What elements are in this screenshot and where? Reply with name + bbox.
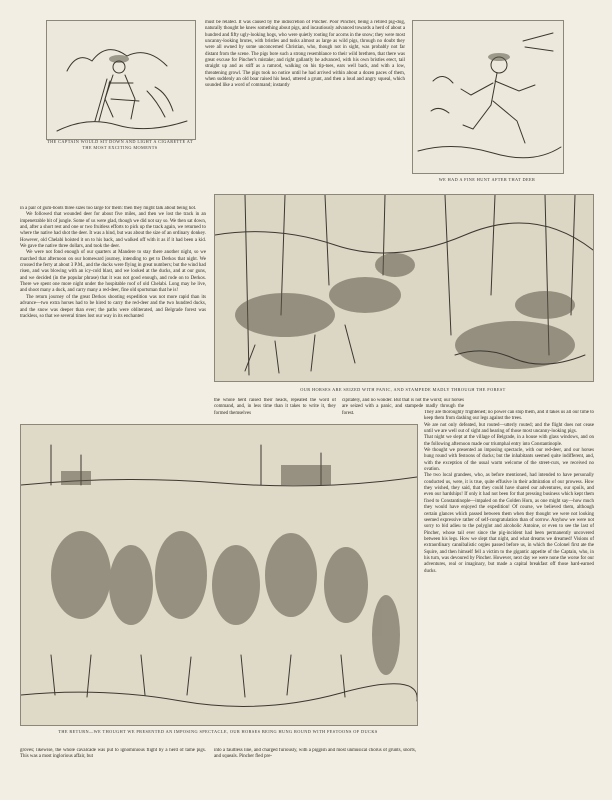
paragraph: into a faultless line, and charged furiously, with a piggish and most unmusical chorus of grunts, snorts, and squeals. Pincher fled pre- — [214, 748, 416, 760]
horses-pigs-forest-engraving-image — [215, 195, 593, 381]
text-column-2-bottom — [214, 748, 416, 792]
text-column-1-bottom — [20, 748, 206, 792]
text-column-2-top — [205, 20, 405, 192]
paragraph: the whole herd raised their heads, repeated the word of command, and, in less time than it takes to write it, they formed themselves — [214, 398, 336, 416]
return-illustration — [20, 424, 418, 726]
text-column-right — [424, 410, 594, 792]
paragraph: cipitately, and no wonder. But that is not the worst; our horses are seized with a panic, and stampede madly through the forest. — [342, 398, 464, 416]
paragraph: groves; likewise, the whole cavalcade was put to ignominious flight by a herd of tame pigs. This was a most inglorious affair, but — [20, 748, 206, 760]
captain-caption: THE CAPTAIN WOULD SIT DOWN AND LIGHT A CIGARETTE AT THE MOST EXCITING MOMENTS — [47, 139, 193, 150]
text-column-2-mid — [214, 398, 336, 420]
captain-sketch-image — [47, 21, 195, 139]
deer-hunt-illustration — [412, 20, 564, 174]
riders-with-ducks-engraving-image — [21, 425, 417, 725]
captain-illustration — [46, 20, 196, 140]
forest-stampede-caption: OUR HORSES ARE SEIZED WITH PANIC, AND STAMPEDE MADLY THROUGH THE FOREST — [300, 387, 506, 392]
paragraph: They are thoroughly frightened; no power can stop them, and it takes us all our time to keep them from dashing our legs against the trees. We are not only defeated, but routed—utterly routed; and the flight does not cease until we are well out of sight and hearing of those most uncanny-looking pigs. That night we slept at the village of Belgrade, in a house with glass windows, and on the following afternoon made our triumphal entry into Constantinople. We thought we presented an imposing spectacle, with our red-deer, and our horses hung round with festoons of ducks; but the inhabitants seemed quite indifferent, and, with the exception of the usual warm welcome of the street-curs, we received no ovation. The two local grandees, who, as before mentioned, had intended to have personally conducted us, were, it is true, quite effusive in their admiration of our prowess. How they wished, they said, that they could have shared our adventures, our spoils, and even our hardships! If only it had not been for that pressing business which kept them fixed to Constantinople—impaled on the Golden Horn, as one might say—how much they would have enjoyed the expedition! Of course, we believed them, although certain glances which passed between them when they thought we were not looking seemed expressive rather of self-congratulation than of sorrow. Anyhow we were not sorry to bid adieu to the polyglot and alcoholic Antoine, or even to see the last of Pincher, whose tail ever since the pig-incident had been permanently uncovered between his legs. How we slept that night, and what dreams we dreamed! Visions of extraordinary cannibalistic orgies passed before us, in which the Colonel first ate the Squire, and then himself fell a victim to the gigantic appetite of the Captain, who, in his turn, was devoured by Pincher. However, next day we were none the worse for our adventures, real or imaginary, but made a capital breakfast off those hard-earned ducks. — [424, 410, 594, 574]
running-man-sketch-image — [413, 21, 563, 173]
return-caption: THE RETURN—WE THOUGHT WE PRESENTED AN IMPOSING SPECTACLE, OUR HORSES BEING HUNG ROUND WITH FESTOONS OF DUCKS — [58, 729, 378, 734]
paragraph: We were not fond enough of our quarters at Mandere to stay there another night, so we marched that afternoon on our homeward journey, intending to get to Derkos that night. We crossed the ferry at about 3 P.M., and the ducks were flying in great numbers; but the wind had risen, and was blowing with an icy-cold blast, and we looked at the ducks, and at our guns, and we decided (in the popular phrase) that it was not good enough, and rode on to Derkos. There we spent one more night under the hospitable roof of old Chelabi. Long may he live, and shoot many a duck, and carry many a red-deer, fine old sportsman that he is! — [20, 250, 206, 294]
paragraph: The return journey of the great Derkos shooting expedition was not more rapid than its advance—two extra horses had to be hired to carry the red-deer and the two hundred ducks, and the snow was deeper than ever; the paths were obliterated, and Belgrade forest was trackless, so that we several times lost our way in its enchanted — [20, 294, 206, 319]
forest-stampede-illustration — [214, 194, 594, 382]
paragraph: in a pair of gum-boots three sizes too large for them: then they might talk about being hot. — [20, 206, 197, 211]
paragraph: must be related. It was caused by the indiscretion of Pincher. Poor Pincher, being a retired pig-dog, naturally thought he knew something about pigs, and incautiously advanced towards a herd of about a hundred and fifty ugly-looking hogs, who were quietly rooting for acorns in the snow; they were most uncanny-looking brutes, with bristles and tusks almost as large as wild pigs, through no doubt they were all owned by some unconcerned Christian, who, though not in sight, was probably not far distant from the scene. The pigs bore such a strong resemblance to their wild brethren, that there was great excuse for Pincher's mistake; and right gallantly he advanced, with his own bristles erect, tail straight up and as stiff as a ramrod, walking on his tip-toes, ears well back, and with a low, threatening growl. The pigs took no notice until he had arrived within about a dozen paces of them, when suddenly an old boar raised his head, uttered a grunt, and then a loud and angry squeal, which sounded like a word of command; instantly — [205, 20, 405, 89]
deer-hunt-caption: WE HAD A FINE HUNT AFTER THAT DEER — [438, 177, 536, 182]
paragraph: We followed that wounded deer for about five miles, and then we lost the track in an impenetrable bit of jungle. Some of us were glad, though we did not say so. We then sat down, and, after a short rest and one or two fruitless efforts to pick up the track again, we returned to where the native had shot the deer. It was a hind, but was about the size of an ordinary donkey. However, old Chelabi hoisted it on to his back, and walked off with it as if it had been a kid. We gave the native three dollars, and took the deer. — [20, 212, 206, 250]
